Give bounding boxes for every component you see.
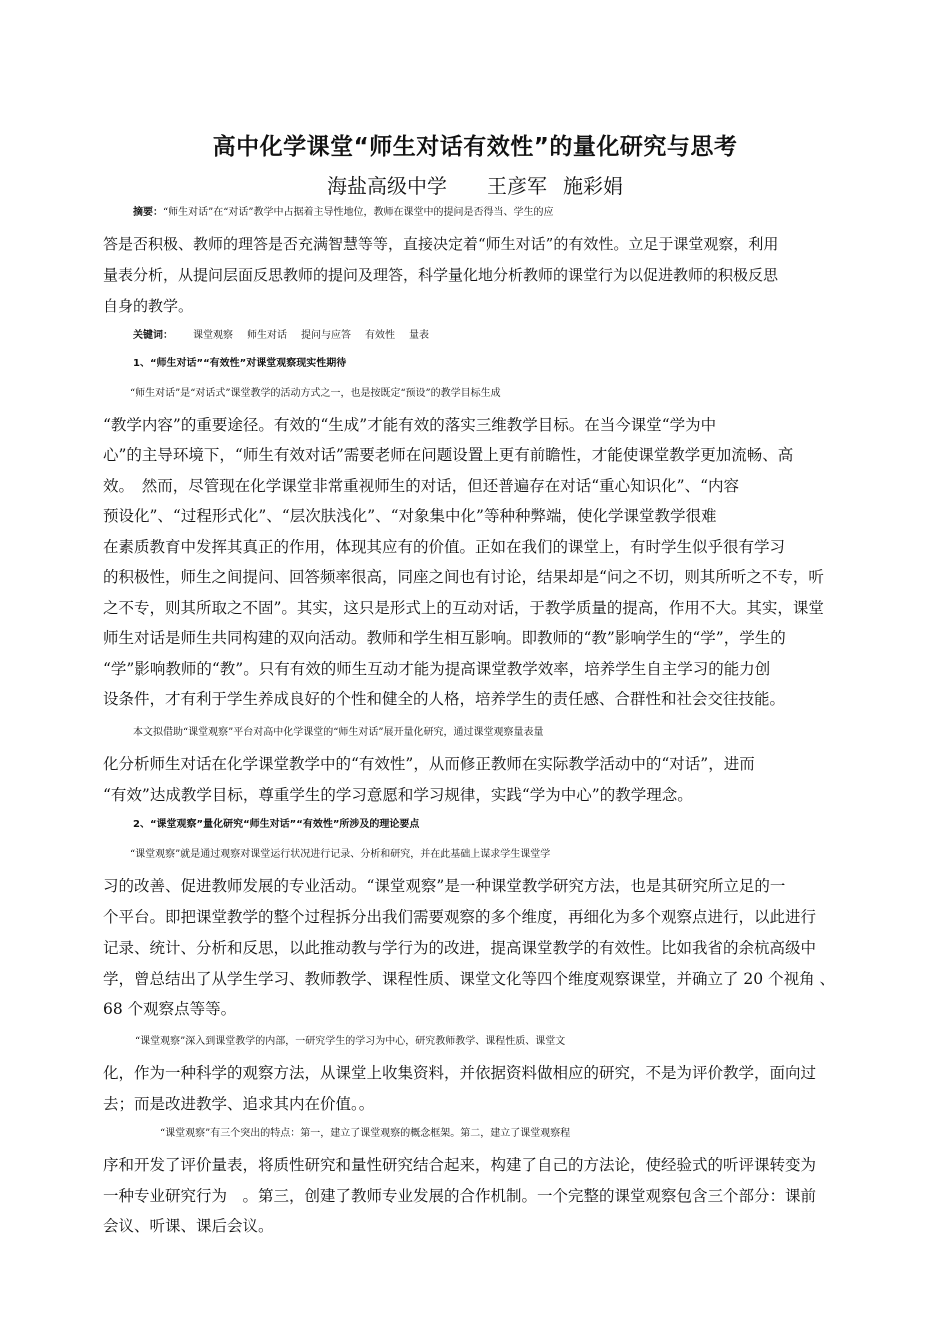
- paragraph-line: 师生对话是师生共同构建的双向活动。教师和学生相互影响。即教师的“教”影响学生的“学”，学生的: [103, 629, 786, 647]
- abstract-line: 量表分析，从提问层面反思教师的提问及理答，科学量化地分析教师的课堂行为以促进教师的积极反思: [103, 266, 779, 284]
- paragraph-line: 之不专，则其所取之不固”。其实，这只是形式上的互动对话，于教学质量的提高，作用不大。其实，课堂: [103, 599, 824, 617]
- paragraph-line: “教学内容”的重要途径。有效的“生成”才能有效的落实三维教学目标。在当今课堂“学为中: [103, 416, 717, 434]
- school-name: 海盐高级中学: [327, 174, 447, 198]
- paragraph-line: 设条件，才有利于学生养成良好的个性和健全的人格，培养学生的责任感、合群性和社会交往技能。: [103, 690, 786, 708]
- paragraph-line: 本文拟借助“课堂观察”平台对高中化学课堂的“师生对话”展开量化研究，通过课堂观察量表量: [133, 727, 544, 738]
- paragraph-line: 在素质教育中发挥其真正的作用，体现其应有的价值。正如在我们的课堂上，有时学生似乎很有学习: [103, 538, 786, 556]
- author-line: [0, 170, 950, 199]
- paragraph-line: “有效”达成教学目标，尊重学生的学习意愿和学习规律，实践“学为中心”的教学理念。: [103, 786, 693, 804]
- paragraph-line: 序和开发了评价量表，将质性研究和量性研究结合起来，构建了自己的方法论，使经验式的听评课转变为: [103, 1156, 817, 1174]
- keyword: 师生对话: [247, 330, 287, 341]
- paragraph-line: “学”影响教师的“教”。只有有效的师生互动才能为提高课堂教学效率，培养学生自主学习的能力创: [103, 660, 771, 678]
- paragraph-line: 的积极性，师生之间提问、回答频率很高，同座之间也有讨论，结果却是“问之不切，则其所听之不专，听: [103, 568, 824, 586]
- paragraph-line: 一种专业研究行为 。第三，创建了教师专业发展的合作机制。一个完整的课堂观察包含三个部分：课前: [103, 1187, 817, 1205]
- keyword: 提问与应答: [301, 330, 351, 341]
- paragraph-line: “课堂观察”就是通过观察对课堂运行状况进行记录、分析和研究，并在此基础上谋求学生课堂学: [130, 849, 551, 860]
- section-heading: 1、“师生对话”“有效性”对课堂观察现实性期待: [133, 358, 347, 369]
- paragraph-line: 个平台。即把课堂教学的整个过程拆分出我们需要观察的多个维度，再细化为多个观察点进行，以此进行: [103, 908, 817, 926]
- paragraph-line: 去；而是改进教学、追求其内在价值。。: [103, 1095, 375, 1113]
- paragraph-line: “师生对话”是“对话式”课堂教学的活动方式之一，也是按既定“预设”的教学目标生成: [130, 388, 501, 399]
- paragraph-line: 效。 然而，尽管现在化学课堂非常重视师生的对话，但还普遍存在对话“重心知识化”、“内容: [103, 477, 740, 495]
- keywords-label: 关键词：: [133, 330, 173, 341]
- paragraph-line: 68 个观察点等等。: [103, 1000, 237, 1018]
- paragraph-line: 心”的主导环境下，“师生有效对话”需要老师在问题设置上更有前瞻性，才能使课堂教学更加流畅、高: [103, 446, 794, 464]
- section-heading: 2、“课堂观察”量化研究“师生对话”“有效性”所涉及的理论要点: [133, 819, 420, 830]
- paragraph-line: “课堂观察”有三个突出的特点：第一，建立了课堂观察的概念框架。第二，建立了课堂观察程: [160, 1128, 571, 1139]
- keyword: 课堂观察: [193, 330, 233, 341]
- paragraph-line: 化分析师生对话在化学课堂教学中的“有效性”，从而修正教师在实际教学活动中的“对话”，进而: [103, 755, 755, 773]
- paragraph-line: 会议、听课、课后会议。: [103, 1217, 274, 1235]
- keyword: 量表: [409, 330, 429, 341]
- paragraph-line: 习的改善、促进教师发展的专业活动。“课堂观察”是一种课堂教学研究方法，也是其研究所立足的一: [103, 877, 786, 895]
- keywords-line: [133, 323, 881, 349]
- keyword: 有效性: [365, 330, 395, 341]
- author-name: 王彦军: [487, 174, 547, 198]
- paragraph-line: 预设化”、“过程形式化”、“层次肤浅化”、“对象集中化”等种种弊端，使化学课堂教学很难: [103, 507, 717, 525]
- abstract-line: 自身的教学。: [103, 297, 194, 315]
- abstract-line: 摘要：“师生对话”在“对话”教学中占据着主导性地位，教师在课堂中的提问是否得当、学生的应: [133, 207, 554, 218]
- document-title: 高中化学课堂“师生对话有效性”的量化研究与思考: [212, 134, 738, 160]
- abstract-line: 答是否积极、教师的理答是否充满智慧等等，直接决定着“师生对话”的有效性。立足于课堂观察，利用: [103, 235, 779, 253]
- author-name: 施彩娟: [563, 174, 623, 198]
- paragraph-line: 学，曾总结出了从学生学习、教师教学、课程性质、课堂文化等四个维度观察课堂，并确立了 20 个视角 、: [103, 970, 836, 988]
- paragraph-line: “课堂观察”深入到课堂教学的内部，一研究学生的学习为中心，研究教师教学、课程性质、课堂文: [135, 1036, 566, 1047]
- paragraph-line: 记录、统计、分析和反思，以此推动教与学行为的改进，提高课堂教学的有效性。比如我省的余杭高级中: [103, 939, 817, 957]
- abstract-label: 摘要：: [133, 207, 163, 218]
- paragraph-line: 化，作为一种科学的观察方法，从课堂上收集资料，并依据资料做相应的研究，不是为评价教学，面向过: [103, 1064, 817, 1082]
